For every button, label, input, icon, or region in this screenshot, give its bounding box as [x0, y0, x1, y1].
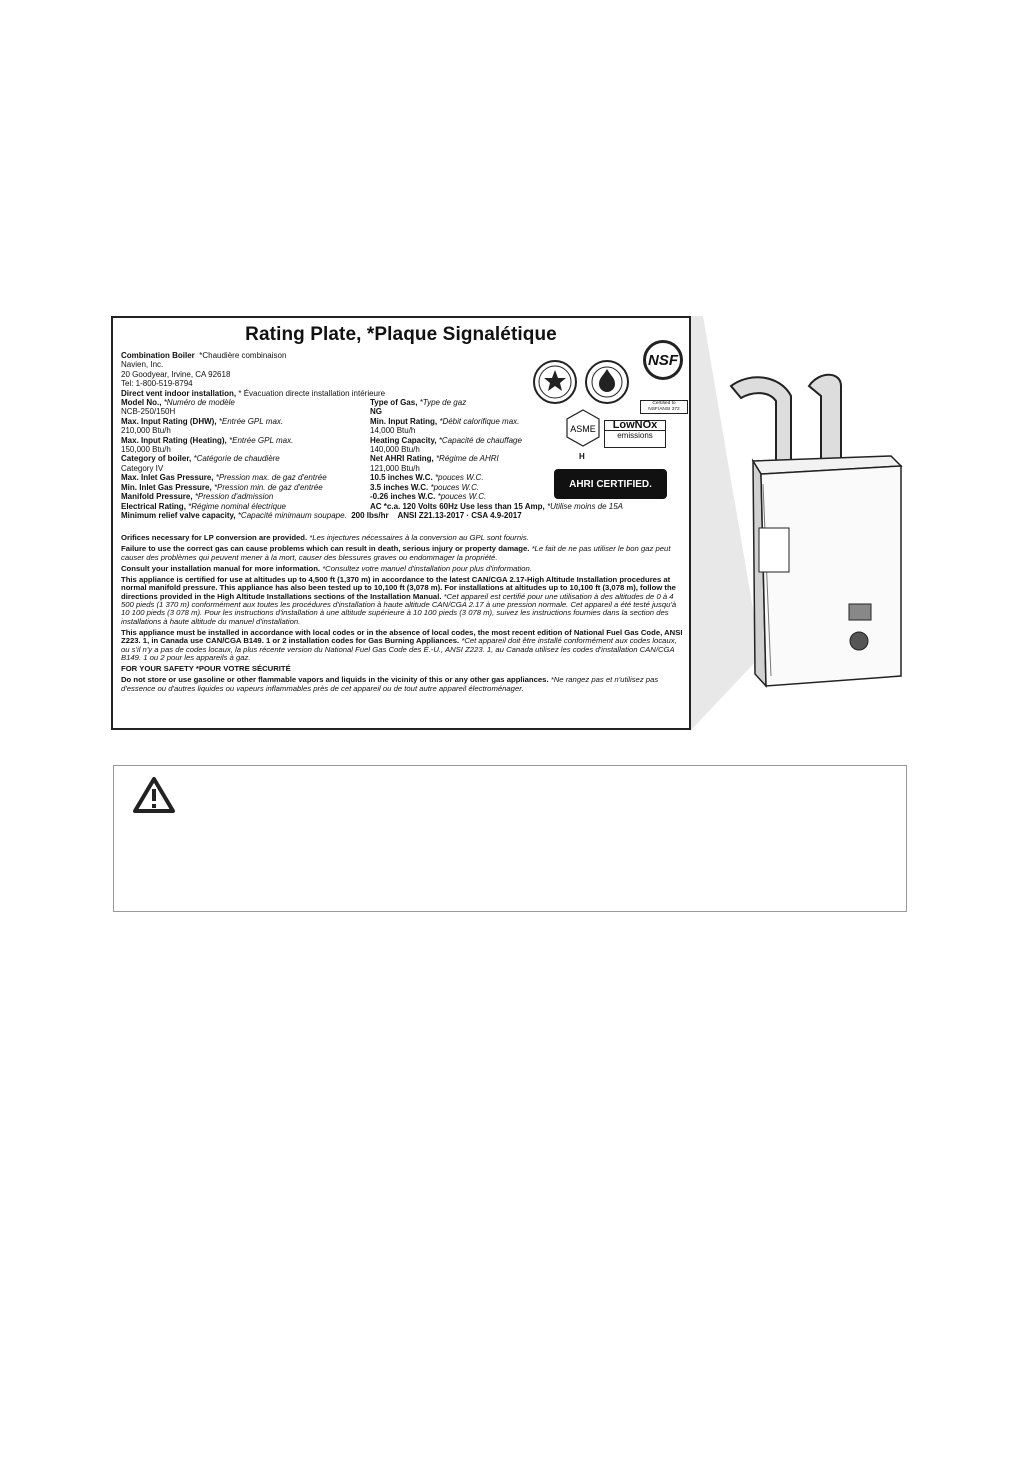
right-label: Type of Gas,	[370, 398, 418, 408]
left-label-fr: *Pression min. de gaz d'entrée	[213, 482, 323, 492]
note-en: This appliance is certified for use at altitudes up to 4,500 ft (1,370 m) in accordance to the latest CAN/CGA 2.17-High Altitude Installation procedures at normal manifold pressure. This appliance has also been tested up to 10,100 ft (3,078 m). For installations at altitudes up to 10,100 ft (3,078 m), follow the directions provided in the High Altitude Installations sections of the Installation Manual.	[121, 575, 676, 601]
note-en: Failure to use the correct gas can cause problems which can result in death, serious injury or property damage.	[121, 544, 530, 554]
svg-text:ASME: ASME	[570, 424, 596, 434]
right-label-fr: *Type de gaz	[419, 398, 467, 408]
note-paragraph	[121, 576, 683, 626]
right-value: 140,000 Btu/h	[370, 445, 420, 455]
company: Navien, Inc.	[121, 360, 164, 370]
right-label: Heating Capacity,	[370, 435, 437, 445]
note-paragraph	[121, 665, 683, 673]
asme-h-label: H	[579, 452, 585, 461]
spec-row	[121, 502, 691, 511]
spec-row	[121, 407, 691, 416]
left-value: 210,000 Btu/h	[121, 426, 171, 436]
left-label: Max. Inlet Gas Pressure,	[121, 473, 214, 483]
note-fr: *Consultez votre manuel d'installation pour plus d'information.	[322, 563, 532, 573]
rating-plate	[111, 316, 691, 730]
right-label-fr: *Utilise moins de 15A	[546, 501, 624, 511]
note-fr: *Les injectures nécessaires à la conversion au GPL sont fournis.	[309, 533, 529, 542]
nsf-logo: NSF	[643, 340, 683, 380]
left-label-fr: *Régime nominal électrique	[188, 501, 286, 511]
note-paragraph	[121, 676, 683, 693]
left-label: Manifold Pressure,	[121, 492, 193, 502]
vent-line: Direct vent indoor installation, * Évacuation directe installation intérieure	[121, 388, 386, 398]
note-en: Orifices necessary for LP conversion are provided.	[121, 533, 308, 542]
right-label: 10.5 inches W.C.	[370, 473, 433, 483]
right-label-fr: *pouces W.C.	[434, 473, 484, 483]
certified-seal	[585, 360, 629, 404]
ahri-logo: AHRI CERTIFIED.	[554, 469, 667, 499]
note-paragraph	[121, 545, 683, 562]
left-label-fr: *Entrée GPL max.	[218, 416, 284, 426]
right-value: 14,000 Btu/h	[370, 426, 416, 436]
note-paragraph	[121, 565, 683, 573]
right-label: 3.5 inches W.C.	[370, 482, 429, 492]
note-fr: *Ne rangez pas et n'utilisez pas d'essence ou d'autres liquides ou vapeurs inflammables près de cet appareil ou de tout autre appareil électroménager.	[121, 675, 659, 693]
note-en: Consult your installation manual for more information.	[121, 563, 321, 573]
left-label: Model No.,	[121, 398, 162, 408]
note-en: This appliance must be installed in accordance with local codes or in the absence of local codes, the most recent edition of National Fuel Gas Code, ANSI Z223. 1, in Canada use CAN/CGA B149. 1 or 2 installation codes for Gas Burning Appliances.	[121, 627, 683, 646]
right-label: Net AHRI Rating,	[370, 454, 434, 464]
right-label-fr: *pouces W.C.	[430, 482, 480, 492]
right-label-fr: *Débit calorifique max.	[439, 416, 520, 426]
note-fr: *Cet appareil est certifié pour une utilisation à des altitudes de 0 à 4 500 pieds (1 370 m) conformément aux toutes les procédures d'installation à haute altitude CAN/CGA 2.17 à une pression normale. Cet appareil a été testé jusqu'à 10 100 pieds (3 078 m). Pour les instructions d'installation à une altitude supérieure à 10 100 pieds (3 078 m), suivez les instructions fournies dans la section des installations à haute altitude du manuel d'installation.	[121, 591, 677, 626]
caution-box	[113, 765, 907, 912]
right-label: Min. Input Rating,	[370, 416, 438, 426]
left-label: Electrical Rating,	[121, 501, 186, 511]
left-value: Category IV	[121, 463, 164, 473]
product-line: Combination Boiler *Chaudière combinaison	[121, 351, 287, 360]
lownox-logo: LowNOx emissions	[604, 420, 666, 448]
design-certified-seal	[533, 360, 577, 404]
right-label-fr: *Régime de AHRI	[435, 454, 499, 464]
left-label: Min. Inlet Gas Pressure,	[121, 482, 212, 492]
left-label-fr: *Catégorie de chaudière	[193, 454, 280, 464]
left-label-fr: *Numéro de modèle	[163, 398, 235, 408]
left-label: Max. Input Rating (DHW),	[121, 416, 217, 426]
left-value: NCB-250/150H	[121, 407, 176, 417]
right-value: 121,000 Btu/h	[370, 463, 420, 473]
left-label: Max. Input Rating (Heating),	[121, 435, 227, 445]
note-paragraph	[121, 629, 683, 662]
note-en: FOR YOUR SAFETY *POUR VOTRE SÉCURITÉ	[121, 664, 291, 674]
notes-block	[121, 534, 683, 696]
note-paragraph	[121, 534, 683, 542]
asme-stamp	[563, 408, 603, 448]
right-label-fr: *pouces W.C.	[437, 492, 487, 502]
right-label: AC *c.a. 120 Volts 60Hz Use less than 15 Amp,	[370, 501, 545, 511]
note-en: Do not store or use gasoline or other flammable vapors and liquids in the vicinity of this or any other gas appliances.	[121, 675, 549, 685]
note-fr: *Cet appareil doit être installé conformément aux codes locaux, ou s'il n'y a pas de codes locaux, la plus récente version du National Fuel Gas Code des É.-U., ANSI Z223. 1, au Canada utilisez les codes d'installation CAN/CGA B149. 1 ou 2 pour les appareils à gaz.	[121, 636, 677, 662]
telephone: Tel: 1-800-519-8794	[121, 379, 193, 389]
right-label-fr: *Capacité de chauffage	[438, 435, 522, 445]
left-label-fr: *Entrée GPL max.	[229, 435, 294, 445]
note-fr: *Le fait de ne pas utiliser le bon gaz peut causer des problèmes qui peuvent mener à la mort, causer des blessures graves ou endommager la propriété.	[121, 544, 671, 562]
left-label-fr: *Pression d'admission	[194, 492, 274, 502]
warning-icon	[132, 776, 176, 814]
nsf-cert-label: Certified to NSF/ANSI 372	[640, 400, 688, 414]
left-value: 150,000 Btu/h	[121, 445, 171, 455]
address: 20 Goodyear, Irvine, CA 92618	[121, 369, 231, 379]
spec-row	[121, 454, 691, 463]
boiler-illustration	[691, 316, 911, 730]
right-label: -0.26 inches W.C.	[370, 492, 436, 502]
relief-row: Minimum relief valve capacity, *Capacité minimaum soupape. 200 lbs/hr ANSI Z21.13-2017 · CSA 4.9-2017	[121, 510, 522, 520]
left-label: Category of boiler,	[121, 454, 192, 464]
left-label-fr: *Pression max. de gaz d'entrée	[215, 473, 327, 483]
right-value: NG	[370, 407, 382, 417]
plate-title: Rating Plate, *Plaque Signalétique	[245, 324, 557, 345]
